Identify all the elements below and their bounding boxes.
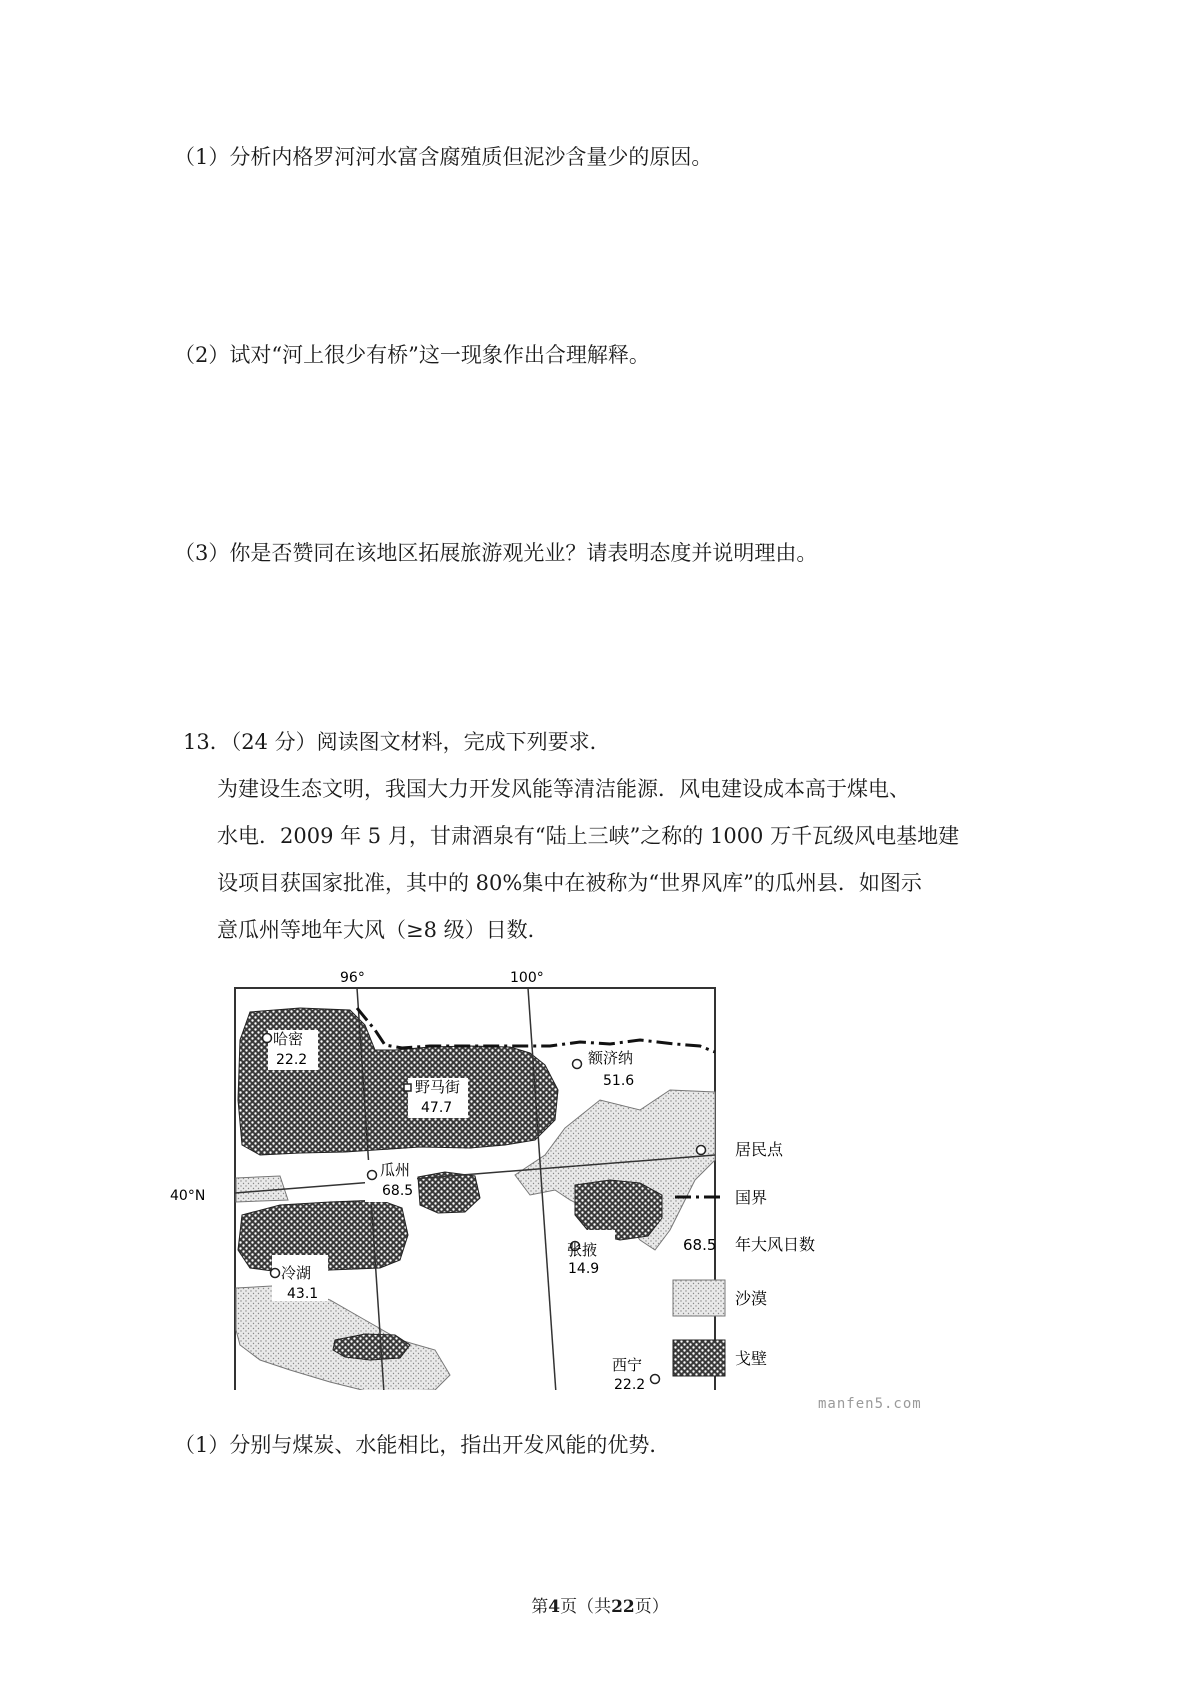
place-value-lenghu: 43.1 (287, 1286, 319, 1302)
question-2: （2）试对“河上很少有桥”这一现象作出合理解释。 (174, 343, 650, 367)
legend-border: 国界 (735, 1188, 768, 1207)
footer-prefix: 第 (531, 1597, 549, 1617)
place-value-yemajie: 47.7 (421, 1100, 453, 1116)
place-name-ejina: 额济纳 (588, 1049, 634, 1067)
legend-gobi: 戈壁 (735, 1349, 768, 1368)
question-13-line-4: 意瓜州等地年大风（≥8 级）日数． (217, 918, 549, 942)
place-name-lenghu: 冷湖 (281, 1264, 312, 1282)
lon-label-100: 100° (510, 970, 544, 986)
footer-suffix: 页） (634, 1597, 669, 1617)
place-value-hami: 22.2 (276, 1052, 308, 1068)
question-13-sub-1: （1）分别与煤炭、水能相比，指出开发风能的优势． (174, 1433, 671, 1457)
lon-label-96: 96° (340, 970, 365, 986)
gobi-area-south (333, 1334, 410, 1360)
lat-label-40n: 40°N (170, 1188, 206, 1204)
footer-page-number: 4 (548, 1597, 561, 1617)
place-zhangye (565, 1230, 615, 1278)
place-value-xining: 22.2 (614, 1377, 646, 1390)
place-value-guazhou: 68.5 (382, 1183, 414, 1199)
page-footer (0, 1592, 1200, 1617)
place-value-zhangye: 14.9 (568, 1261, 600, 1277)
place-name-yemajie: 野马街 (415, 1078, 461, 1096)
question-13-header: 13．（24 分）阅读图文材料，完成下列要求． (183, 730, 611, 754)
legend-settlement: 居民点 (735, 1140, 784, 1159)
legend-sample-value: 68.5 (683, 1236, 717, 1254)
question-13-line-1: 为建设生态文明，我国大力开发风能等清洁能源．风电建设成本高于煤电、 (217, 777, 910, 801)
place-value-ejina: 51.6 (603, 1073, 635, 1089)
place-guazhou (365, 1160, 417, 1202)
question-13-line-3: 设项目获国家批准，其中的 80%集中在被称为“世界风库”的瓜州县．如图示 (217, 871, 922, 895)
footer-mid: 页（共 (560, 1597, 612, 1617)
place-hami (263, 1030, 319, 1070)
legend-desert: 沙漠 (735, 1289, 768, 1308)
place-yemajie (404, 1078, 468, 1118)
footer-total-pages: 22 (611, 1597, 635, 1617)
place-name-zhangye: 张掖 (567, 1241, 598, 1259)
question-13-line-2: 水电．2009 年 5 月，甘肃酒泉有“陆上三峡”之称的 1000 万千瓦级风电基地建 (217, 824, 960, 848)
question-1: （1）分析内格罗河河水富含腐殖质但泥沙含量少的原因。 (174, 145, 713, 169)
place-name-guazhou: 瓜州 (380, 1161, 411, 1179)
question-3: （3）你是否赞同在该地区拓展旅游观光业？请表明态度并说明理由。 (174, 541, 818, 565)
watermark-text: manfen5.com (818, 1396, 922, 1412)
place-name-hami: 哈密 (273, 1030, 304, 1048)
place-lenghu (271, 1255, 329, 1302)
place-name-xining: 西宁 (612, 1356, 643, 1374)
wind-days-map (170, 950, 930, 1390)
legend-wind-days: 年大风日数 (735, 1235, 816, 1254)
